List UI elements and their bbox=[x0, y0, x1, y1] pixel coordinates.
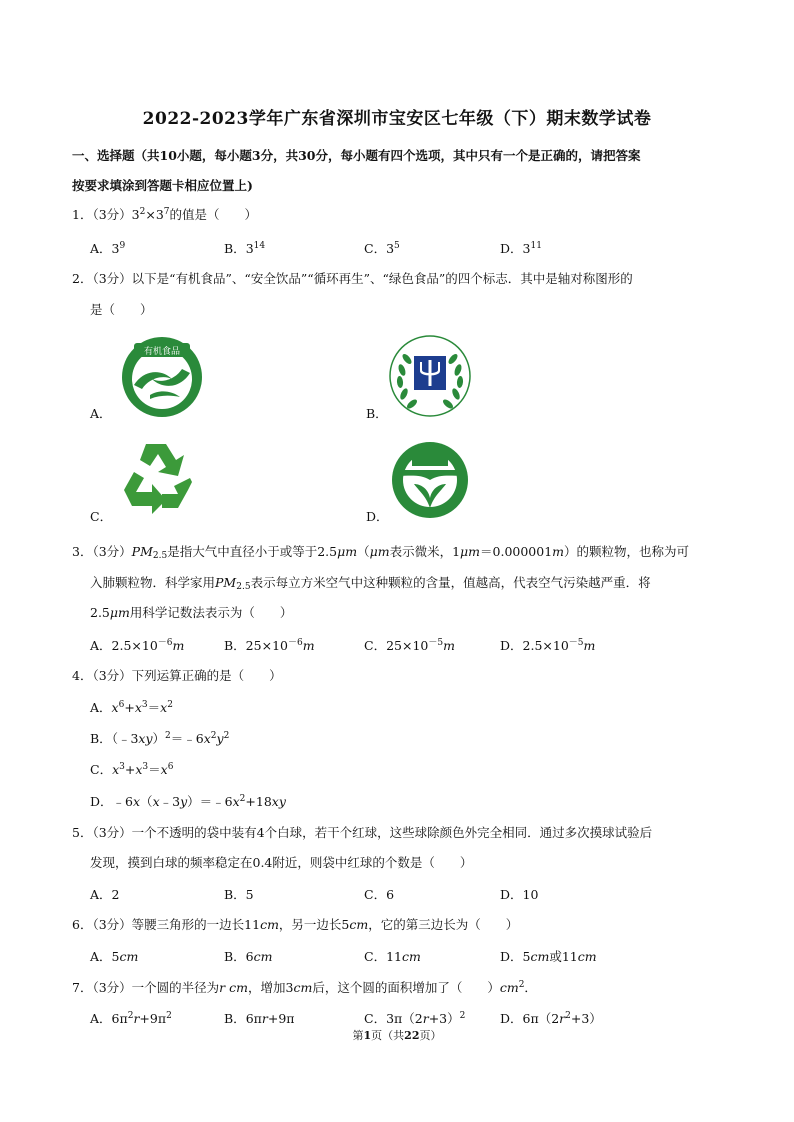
q1-option-b: B．$3^{14}$ bbox=[224, 241, 266, 256]
question-5-line2: 发现，摸到白球的频率稳定在0.4附近，则袋中红球的个数是（ ） bbox=[90, 855, 473, 870]
q3-option-a: A．$2.5\times 10^{-6}m$ bbox=[90, 638, 185, 653]
question-7: 7．（3分）一个圆的半径为r cm，增加3cm后，这个圆的面积增加了（ ）$cm^2$． bbox=[72, 980, 537, 995]
q2-label-b: B． bbox=[366, 406, 388, 421]
section-heading-line2: 按要求填涂到答题卡相应位置上) bbox=[72, 178, 253, 193]
question-3-line2: 入肺颗粒物．科学家用$PM_{2.5}$表示每立方米空气中这种颗粒的含量，值越高，代表空气污染越严重．将 bbox=[90, 575, 651, 592]
question-2-line2: 是（ ） bbox=[90, 302, 153, 317]
question-3-line1: 3．（3分）$PM_{2.5}$是指大气中直径小于或等于2.5μm（μm表示微米，1μm＝0.000001m）的颗粒物，也称为可 bbox=[72, 544, 690, 561]
q1-option-a: A．$3^9$ bbox=[90, 241, 126, 256]
section-heading bbox=[72, 141, 732, 201]
q1-option-d: D．$3^{11}$ bbox=[500, 241, 542, 256]
q5-option-a: A．2 bbox=[90, 887, 120, 902]
q2-label-c: C． bbox=[90, 509, 113, 524]
page-title: 2022-2023学年广东省深圳市宝安区七年级（下）期末数学试卷 bbox=[142, 109, 652, 129]
q6-option-c: C．11cm bbox=[364, 949, 421, 964]
question-6: 6．（3分）等腰三角形的一边长11cm，另一边长5cm，它的第三边长为（ ） bbox=[72, 917, 519, 932]
q7-option-c: C．$3\pi(2r+3)^2$ bbox=[364, 1011, 466, 1026]
organic-food-logo-icon bbox=[120, 335, 204, 419]
question-5-line1: 5．（3分）一个不透明的袋中装有4个白球，若干个红球，这些球除颜色外完全相同．通过多次摸球试验后 bbox=[72, 825, 653, 840]
q5-option-b: B．5 bbox=[224, 887, 254, 902]
question-3-line3: 2.5μm用科学记数法表示为（ ） bbox=[90, 605, 293, 620]
q6-option-a: A．5cm bbox=[90, 949, 139, 964]
q6-option-b: B．6cm bbox=[224, 949, 273, 964]
organic-logo-top-text: 有机食品 bbox=[143, 347, 181, 357]
q1-option-c: C．$3^5$ bbox=[364, 241, 400, 256]
q4-option-a: A．$x^6+x^3=x^2$ bbox=[90, 700, 173, 715]
safe-drink-logo-icon bbox=[388, 334, 472, 418]
q7-option-d: D．$6\pi(2r^2+3)$ bbox=[500, 1011, 602, 1026]
q7-option-b: B．6πr+9π bbox=[224, 1011, 295, 1026]
q3-option-d: D．$2.5\times 10^{-5}m$ bbox=[500, 638, 596, 653]
q7-option-a: A．$6\pi^2r+9\pi^2$ bbox=[90, 1011, 172, 1026]
q4-option-c: C．$x^3+x^3=x^6$ bbox=[90, 762, 174, 777]
q3-option-b: B．$25\times 10^{-6}m$ bbox=[224, 638, 315, 653]
q5-option-c: C．6 bbox=[364, 887, 395, 902]
recycle-logo-icon bbox=[116, 438, 196, 518]
q2-label-a: A． bbox=[90, 406, 112, 421]
green-food-logo-icon bbox=[390, 440, 470, 520]
q3-option-c: C．$25\times 10^{-5}m$ bbox=[364, 638, 455, 653]
q2-label-d: D． bbox=[366, 509, 389, 524]
q5-option-d: D．10 bbox=[500, 887, 539, 902]
q6-option-d: D．5cm或11cm bbox=[500, 949, 597, 964]
question-4: 4．（3分）下列运算正确的是（ ） bbox=[72, 668, 282, 683]
q1-expression: $3^2\times 3^7$ bbox=[131, 207, 170, 222]
q4-option-d: D．$﹣6x(x﹣3y)=﹣6x^2+18xy$ bbox=[90, 794, 286, 809]
page-footer: 第1页（共22页） bbox=[352, 1029, 442, 1042]
q4-option-b: B．$(﹣3xy)^2=﹣6x^2y^2$ bbox=[90, 731, 230, 746]
question-2-line1: 2．（3分）以下是“有机食品”、“安全饮品”“循环再生”、“绿色食品”的四个标志．其中是轴对称图形的 bbox=[72, 271, 633, 286]
question-1: 1．（3分）$3^2\times 3^7$的值是（ ） bbox=[72, 207, 258, 222]
section-heading-line1: 一、选择题（共10小题，每小题3分，共30分，每小题有四个选项，其中只有一个是正确的，请把答案 bbox=[72, 148, 641, 163]
